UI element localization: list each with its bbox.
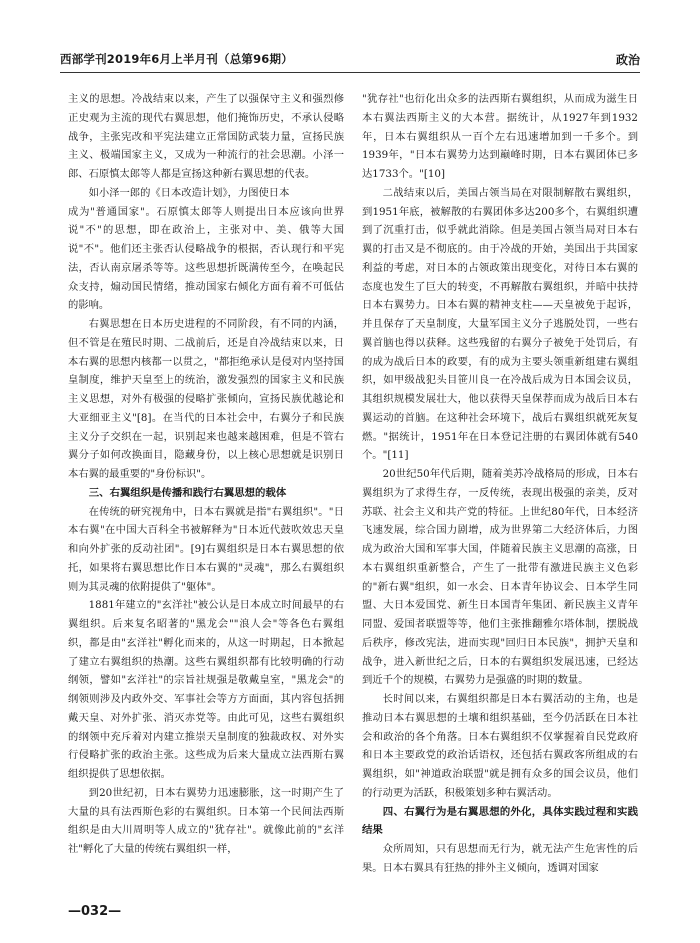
left-column [68, 90, 344, 859]
journal-title: 西部学刊2019年6月上半月刊（总第96期） [60, 52, 293, 66]
paragraph: 主义的思想。冷战结束以来，产生了以强保守主义和强烈修正史观为主流的现代右翼思想，他们掩饰历史，不承认侵略战争，主张宪改和平宪法建立正常国防武装力量，宣扬民族主义、极端国家主义，又成为一种流行的社会思潮。小泽一郎、石原慎太郎等人都是宣扬这种新右翼思想的代表。 [68, 93, 344, 180]
paragraph: 到20世纪初，日本右翼势力迅速膨胀，这一时期产生了大量的具有法西斯色彩的右翼组织。日本第一个民间法西斯组织是由大川周明等人成立的"犹存社"。就像此前的"玄洋社"孵化了大量的传统右翼组织一样， [68, 786, 344, 855]
paragraph: "犹存社"也衍化出众多的法西斯右翼组织，从而成为滋生日本右翼法西斯主义的大本营。据统计，从1927年到1932年，日本右翼组织从一百个左右迅速增加到一千多个。到1939年，"日本右翼势力达到巅峰时期，日本右翼团体已多达1733个。"[10] [362, 93, 638, 180]
paragraph: 成为"普通国家"。石原慎太郎等人则提出日本应该向世界说"不"的思想，即在政治上，主张对中、美、俄等大国说"不"。他们还主张否认侵略战争的根据，否认现行和平宪法，否认南京屠杀等等。这些思想折既满传至今，在唤起民众支持，煽动国民情绪，推动国家右倾化方面有着不可低估的影响。 [68, 205, 344, 312]
paragraph: 众所周知，只有思想而无行为，就无法产生危害性的后果。日本右翼具有狂热的排外主义倾向，透调对国家 [362, 843, 638, 874]
section-heading: 三、右翼组织是传播和践行右翼思想的载体 [88, 486, 287, 499]
paragraph: 在传统的研究视角中，日本右翼就是指"右翼组织"。"日本右翼"在中国大百科全书被解释为"日本近代鼓吹效忠天皇和向外扩张的反动社团"。[9]右翼组织是日本右翼思想的依托，如果将右翼思想比作日本右翼的"灵魂"，那么右翼组织则为其灵魂的依附提供了"躯体"。 [68, 505, 344, 593]
paragraph: 1881年建立的"玄洋社"被公认是日本成立时间最早的右翼组织。后来复名昭著的"黑龙会""浪人会"等各色右翼组织，都是由"玄洋社"孵化而来的，从这一时期起，日本掀起了建立右翼组织的热潮。这些右翼组织都有比较明确的行动纲领，譬如"玄洋社"的宗旨社规强是敬戴皇室，"黑龙会"的纲领则涉及内政外交、军事社会等方方面面，其内容包括拥戴天皇、对外扩张、消灭赤党等。由此可见，这些右翼组织的纲领中充斥着对内建立推崇天皇制度的独裁政权、对外实行侵略扩张的政治主张。这些成为后来大量成立法西斯右翼组织提供了思想依据。 [68, 599, 344, 780]
paragraph: 如小泽一郎的《日本改造计划》，力图使日本 [88, 186, 290, 199]
section-heading: 四、右翼行为是右翼思想的外化，具体实践过程和实践结果 [362, 805, 638, 837]
right-column [362, 90, 638, 878]
section-title: 政治 [615, 53, 640, 67]
paragraph: 长时间以来，右翼组织都是日本右翼活动的主角，也是推动日本右翼思想的土壤和组织基础，至今仍活跃在日本社会和政治的各个角落。日本右翼组织不仅掌握着自民党政府和日本主要政党的政治话语权，还包括右翼政客所组成的右翼组织，如"神道政治联盟"就是拥有众多的国会议员，他们的行动更为活跃，积极策划多种右翼活动。 [362, 693, 638, 799]
page-number: —032— [68, 904, 122, 919]
paragraph: 20世纪50年代后期，随着美苏冷战格局的形成，日本右翼组织为了求得生存，一反传统，表现出极强的亲美，反对苏联、社会主义和共产党的特征。上世纪80年代，日本经济飞速发展，综合国力剧增，成为世界第二大经济体后，力图成为政治大国和军事大国，伴随着民族主义思潮的高涨，日本右翼组织重新整合，产生了一批带有激进民族主义色彩的"新右翼"组织，如一水会、日本青年协议会、日本学生同盟、大日本爱国党、新生日本国青年集团、新民族主义青年同盟、爱国者联盟等等，他们主张推翻雅尔塔体制，摆脱战后秩序，修改宪法，进而实现"回归日本民族"，拥护天皇和战争，进入新世纪之后，日本的右翼组织发展迅速，已经达到近千个的规模，右翼势力是强盛的时期的数量。 [362, 468, 638, 687]
page-header [60, 48, 640, 73]
paragraph: 二战结束以后，美国占领当局在对限制解散右翼组织，到1951年底，被解散的右翼团体多达200多个，右翼组织遭到了沉重打击，似乎就此消除。但是美国占领当局对日本右翼的打击又是不彻底的。由于冷战的开始，美国出于共国家利益的考虑，对日本的占领政策出现变化，对待日本右翼的态度也发生了巨大的转变，不再解散右翼组织，并暗中扶持日本右翼势力。日本右翼的精神支柱——天皇被免于起诉，并且保存了天皇制度，大量军国主义分子逃脱处罚，一些右翼首脑也得以获释。这些残留的右翼分子被免于处罚后，有的成为战后日本的政要，有的成为主要头领重新组建右翼组织，如甲级战犯头目笹川良一在冷战后成为日本国会议员，其组织规模发展壮大，他以获得天皇保荐而成为战后日本右翼运动的首脑。在这种社会环境下，战后右翼组织就死灰复燃。"据统计，1951年在日本登记注册的右翼团体就有540个。"[11] [362, 186, 638, 462]
paragraph: 右翼思想在日本历史进程的不同阶段，有不同的内涵，但不管是在殖民时期、二战前后，还是自冷战结束以来，日本右翼的思想内核都一以贯之，"都拒绝承认是侵对内坚持国皇制度，维护天皇至上的统治，激发强烈的国家主义和民族主义思想，对外有极强的侵略扩张倾向，宣扬民族优越论和大亚细亚主义"[8]。在当代的日本社会中，右翼分子和民族主义分子交织在一起，识别起来也越来越困难，但是不管右翼分子如何改换面目，隐藏身份，以上核心思想就是识别日本右翼的最重要的"身份标识"。 [68, 318, 344, 480]
